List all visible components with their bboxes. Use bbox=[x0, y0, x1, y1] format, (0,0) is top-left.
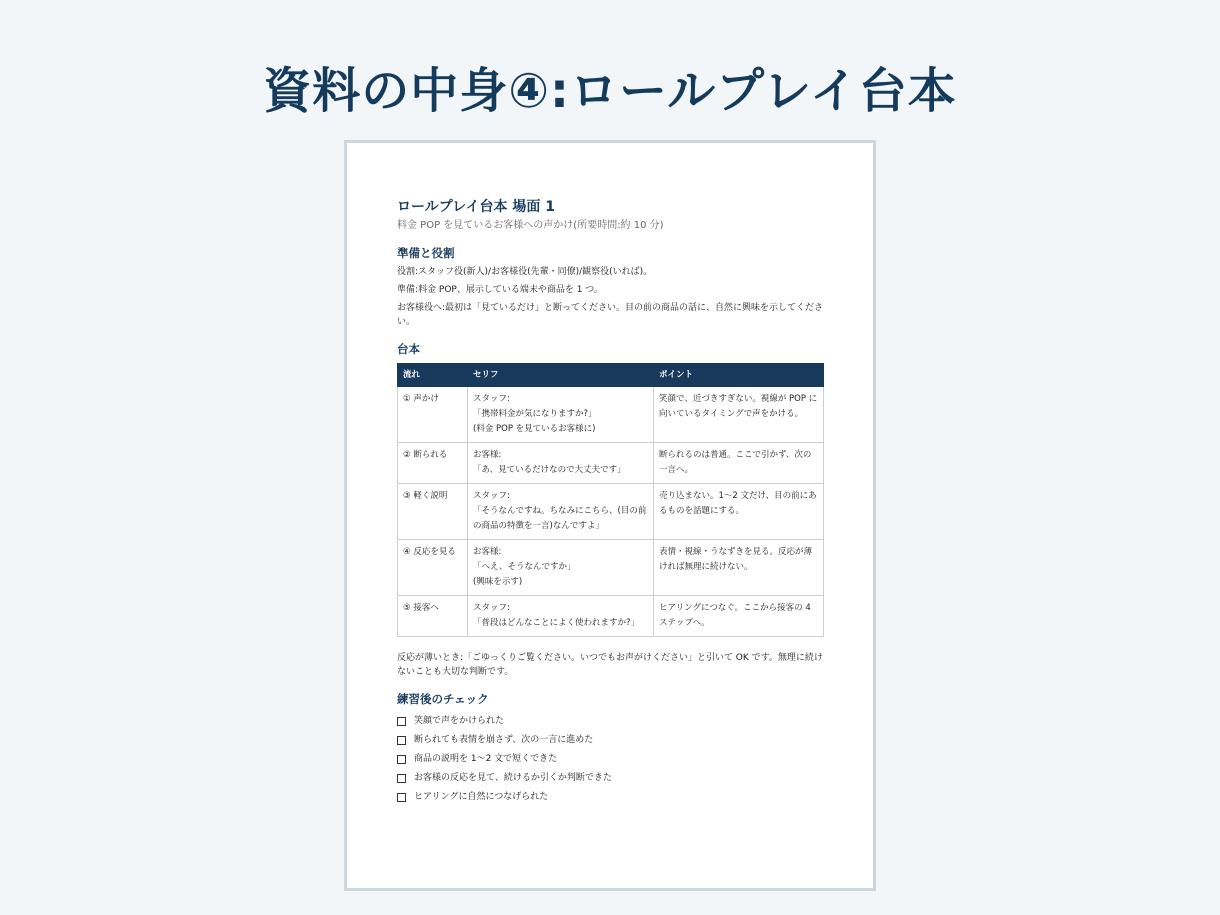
checklist-item-label: お客様の反応を見て、続けるか引くか判断できた bbox=[414, 773, 612, 783]
page-title: 資料の中身④:ロールプレイ台本 bbox=[263, 63, 957, 119]
dialogue-line: 「あ、見ているだけなので大丈夫です」 bbox=[473, 465, 626, 475]
table-row bbox=[398, 484, 824, 540]
checklist bbox=[397, 712, 825, 807]
checkbox-icon bbox=[397, 755, 406, 764]
column-header-flow: 流れ bbox=[398, 364, 468, 387]
document-page bbox=[344, 140, 876, 891]
checklist-item bbox=[397, 788, 825, 807]
checklist-item bbox=[397, 769, 825, 788]
table-row bbox=[398, 540, 824, 596]
prep-customer-note: お客様役へ:最初は「見ているだけ」と断ってください。目の前の商品の話に、自然に興味を示してください。 bbox=[397, 303, 824, 327]
point-cell: 断られるのは普通。ここで引かず、次の一言へ。 bbox=[654, 443, 824, 484]
document-subtitle: 料金 POP を見ているお客様への声かけ(所要時間:約 10 分) bbox=[397, 220, 664, 231]
dialogue-line: お客様: bbox=[473, 450, 502, 460]
checkbox-icon bbox=[397, 793, 406, 802]
point-cell: 売り込まない。1〜2 文だけ、目の前にあるものを話題にする。 bbox=[654, 484, 824, 540]
prep-materials: 準備:料金 POP、展示している端末や商品を 1 つ。 bbox=[397, 285, 603, 295]
flow-cell: ③ 軽く説明 bbox=[398, 484, 468, 540]
low-reaction-note: 反応が薄いとき:「ごゆっくりご覧ください。いつでもお声がけください」と引いて OK です。無理に続けないことも大切な判断です。 bbox=[397, 653, 823, 677]
section-heading-checklist: 練習後のチェック bbox=[397, 692, 489, 706]
flow-cell: ① 声かけ bbox=[398, 387, 468, 443]
dialogue-line: 「へえ、そうなんですか」 bbox=[473, 562, 576, 572]
point-cell: 笑顔で、近づきすぎない。視線が POP に向いているタイミングで声をかける。 bbox=[654, 387, 824, 443]
prep-roles: 役割:スタッフ役(新人)/お客様役(先輩・同僚)/観察役(いれば)。 bbox=[397, 267, 653, 277]
checkbox-icon bbox=[397, 736, 406, 745]
dialogue-line: スタッフ: bbox=[473, 394, 510, 404]
table-header-row bbox=[398, 364, 824, 387]
dialogue-line: (料金 POP を見ているお客様に) bbox=[473, 424, 596, 434]
dialogue-cell bbox=[468, 596, 654, 637]
point-cell: ヒアリングにつなぐ。ここから接客の 4 ステップへ。 bbox=[654, 596, 824, 637]
checklist-item-label: 商品の説明を 1〜2 文で短くできた bbox=[414, 754, 558, 764]
checklist-item bbox=[397, 731, 825, 750]
document-title: ロールプレイ台本 場面 1 bbox=[397, 199, 555, 215]
table-row bbox=[398, 596, 824, 637]
dialogue-line: (興味を示す) bbox=[473, 577, 523, 587]
table-row bbox=[398, 443, 824, 484]
checklist-item bbox=[397, 712, 825, 731]
checklist-item-label: 笑顔で声をかけられた bbox=[414, 716, 505, 726]
dialogue-line: スタッフ: bbox=[473, 603, 510, 613]
flow-cell: ② 断られる bbox=[398, 443, 468, 484]
checklist-item-label: ヒアリングに自然につなげられた bbox=[414, 792, 549, 802]
dialogue-cell bbox=[468, 443, 654, 484]
script-table bbox=[397, 363, 824, 637]
checkbox-icon bbox=[397, 774, 406, 783]
checkbox-icon bbox=[397, 717, 406, 726]
flow-cell: ④ 反応を見る bbox=[398, 540, 468, 596]
document-content bbox=[397, 197, 825, 807]
dialogue-line: お客様: bbox=[473, 547, 502, 557]
column-header-line: セリフ bbox=[468, 364, 654, 387]
table-row bbox=[398, 387, 824, 443]
section-heading-prep: 準備と役割 bbox=[397, 246, 455, 260]
dialogue-cell bbox=[468, 387, 654, 443]
dialogue-line: 「携帯料金が気になりますか?」 bbox=[473, 409, 597, 419]
section-heading-script: 台本 bbox=[397, 342, 420, 356]
dialogue-line: 「そうなんですね。ちなみにこちら、(目の前の商品の特徴を一言)なんですよ」 bbox=[473, 506, 647, 531]
dialogue-line: 「普段はどんなことによく使われますか?」 bbox=[473, 618, 640, 628]
checklist-item-label: 断られても表情を崩さず、次の一言に進めた bbox=[414, 735, 594, 745]
dialogue-cell bbox=[468, 540, 654, 596]
dialogue-line: スタッフ: bbox=[473, 491, 510, 501]
point-cell: 表情・視線・うなずきを見る。反応が薄ければ無理に続けない。 bbox=[654, 540, 824, 596]
column-header-point: ポイント bbox=[654, 364, 824, 387]
dialogue-cell bbox=[468, 484, 654, 540]
checklist-item bbox=[397, 750, 825, 769]
flow-cell: ⑤ 接客へ bbox=[398, 596, 468, 637]
